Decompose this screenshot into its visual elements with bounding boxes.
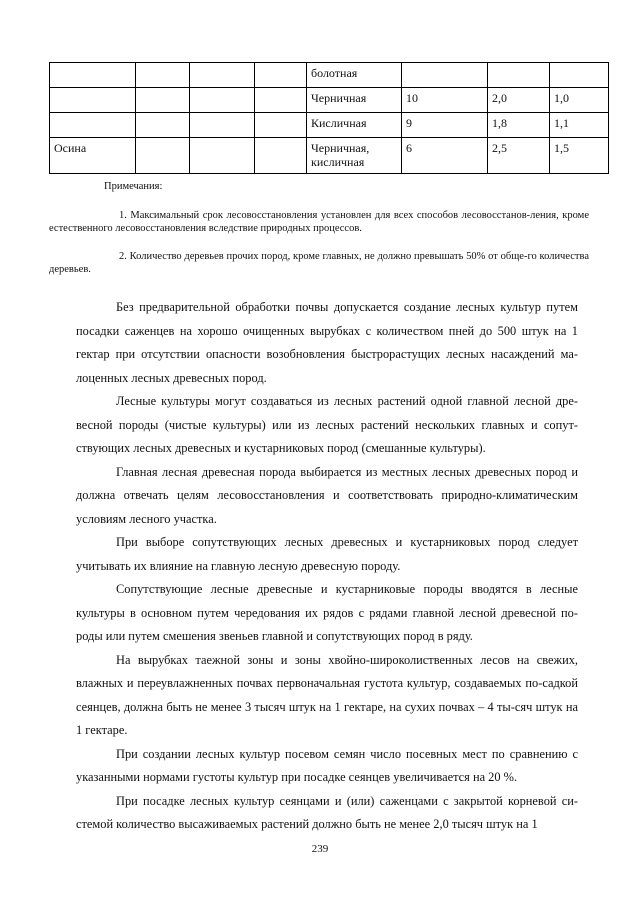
table-cell: [255, 88, 307, 113]
table-cell: Кисличная: [307, 113, 402, 138]
paragraph: При посадке лесных культур сеянцами и (или) саженцами с закрытой корневой си-стемой количество высаживаемых растений должно быть не менее 2,0 тысяч штук на 1: [76, 793, 578, 831]
paragraph: На вырубках таежной зоны и зоны хвойно-широколиственных лесов на свежих, влажных и переувлажненных почвах первоначальная густота культур, создаваемых по-садкой сеянцев, должна быть не менее 3 тысяч штук на 1 гектаре, на сухих почвах – 4 ты-сяч штук на 1 гектаре.: [76, 652, 578, 737]
table-cell: [488, 63, 550, 88]
table-cell: [50, 88, 136, 113]
table-cell: 6: [402, 138, 488, 174]
table-cell: 1,0: [550, 88, 609, 113]
table-cell: [50, 113, 136, 138]
body-text: [76, 296, 578, 837]
note-item: 1. Максимальный срок лесовосстановления установлен для всех способов лесовосстанов-ления, кроме естественного лесовосстановления вследствие природных процессов.: [49, 210, 589, 234]
table-cell: болотная: [307, 63, 402, 88]
table-cell: [136, 88, 190, 113]
table-cell: Черничная, кисличная: [307, 138, 402, 174]
table-row: [50, 88, 609, 113]
table-cell: [190, 88, 255, 113]
table-cell: [255, 113, 307, 138]
table-cell: Черничная: [307, 88, 402, 113]
table-cell: Осина: [50, 138, 136, 174]
table-cell: 1,5: [550, 138, 609, 174]
table-cell: [50, 63, 136, 88]
table-cell: 9: [402, 113, 488, 138]
paragraph: Лесные культуры могут создаваться из лесных растений одной главной лесной дре-весной породы (чистые культуры) или из лесных растений нескольких главных и сопут-ствующих лесных древесных и кустарниковых пород (смешанные культуры).: [76, 394, 578, 455]
table-cell: 1,1: [550, 113, 609, 138]
table-cell: 1,8: [488, 113, 550, 138]
regeneration-table: [49, 62, 609, 174]
notes-title: Примечания:: [104, 181, 163, 192]
table-cell: [136, 113, 190, 138]
table-row: [50, 113, 609, 138]
paragraph: При создании лесных культур посевом семян число посевных мест по сравнению с указанными нормами густоты культур при посадке сеянцев увеличивается на 20 %.: [76, 746, 578, 784]
table-cell: [136, 63, 190, 88]
table-cell: [550, 63, 609, 88]
table-cell: 2,0: [488, 88, 550, 113]
table-cell: [136, 138, 190, 174]
page-number: 239: [311, 843, 329, 855]
table-cell: 10: [402, 88, 488, 113]
table-cell: [190, 113, 255, 138]
table-row: [50, 63, 609, 88]
table-cell: 2,5: [488, 138, 550, 174]
paragraph: Без предварительной обработки почвы допускается создание лесных культур путем посадки саженцев на хорошо очищенных вырубках с количеством пней до 500 штук на 1 гектар при отсутствии опасности возобновления быстрорастущих лесных насаждений ма-лоценных лесных древесных пород.: [76, 300, 578, 385]
table-row: [50, 138, 609, 174]
table-cell: [190, 63, 255, 88]
paragraph: При выборе сопутствующих лесных древесных и кустарниковых пород следует учитывать их влияние на главную лесную древесную породу.: [76, 535, 578, 573]
paragraph: Главная лесная древесная порода выбирается из местных лесных древесных пород и должна отвечать целям лесовосстановления и соответствовать природно-климатическим условиям лесного участка.: [76, 464, 578, 526]
paragraph: Сопутствующие лесные древесные и кустарниковые породы вводятся в лесные культуры в основном путем чередования их рядов с рядами главной лесной древесной по-роды или путем смешения звеньев главной и сопутствующих пород в ряду.: [76, 582, 578, 643]
table-cell: [190, 138, 255, 174]
table-cell: [402, 63, 488, 88]
table-cell: [255, 138, 307, 174]
note-item: 2. Количество деревьев прочих пород, кроме главных, не должно превышать 50% от обще-го количества деревьев.: [49, 251, 589, 275]
table-cell: [255, 63, 307, 88]
